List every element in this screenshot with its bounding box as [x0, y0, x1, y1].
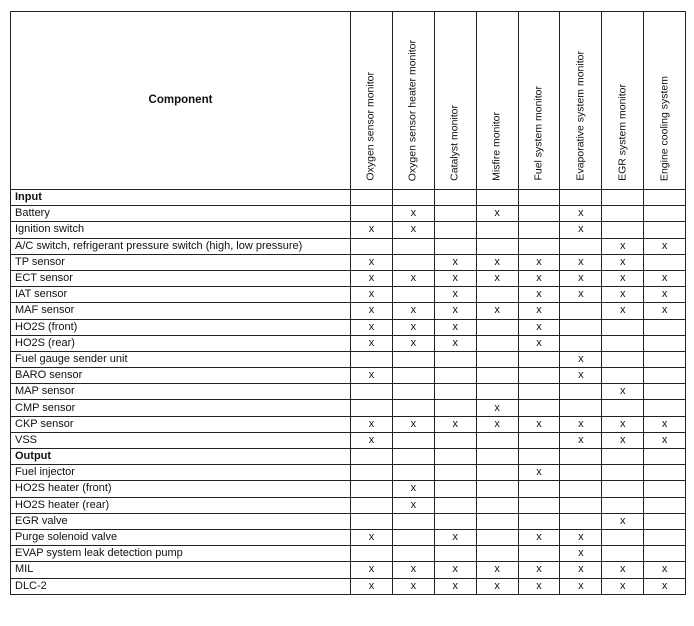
component-name: CKP sensor	[11, 416, 351, 432]
monitor-cell	[351, 384, 393, 400]
monitor-column-label: Catalyst monitor	[448, 105, 461, 181]
monitor-cell	[434, 513, 476, 529]
monitor-cell	[518, 432, 560, 448]
monitor-cell: x	[434, 303, 476, 319]
monitor-cell: x	[392, 222, 434, 238]
header-row	[11, 12, 686, 190]
monitor-cell: x	[476, 303, 518, 319]
monitor-cell	[602, 206, 644, 222]
monitor-cell: x	[602, 432, 644, 448]
monitor-cell: x	[602, 270, 644, 286]
monitor-cell	[560, 400, 602, 416]
monitor-cell	[476, 513, 518, 529]
monitor-column-header	[518, 12, 560, 190]
table-row	[11, 562, 686, 578]
section-row	[11, 190, 686, 206]
monitor-cell: x	[560, 287, 602, 303]
monitor-column-header	[602, 12, 644, 190]
monitor-cell: x	[518, 335, 560, 351]
component-name: HO2S heater (rear)	[11, 497, 351, 513]
monitor-cell: x	[560, 529, 602, 545]
monitor-cell: x	[602, 254, 644, 270]
monitor-cell	[392, 351, 434, 367]
table-row	[11, 481, 686, 497]
monitor-cell	[560, 513, 602, 529]
monitor-cell: x	[434, 287, 476, 303]
monitor-cell: x	[518, 416, 560, 432]
monitor-cell: x	[351, 335, 393, 351]
table-row	[11, 368, 686, 384]
monitor-cell	[351, 351, 393, 367]
monitor-cell: x	[351, 562, 393, 578]
section-row-cell	[560, 449, 602, 465]
monitor-cell	[434, 238, 476, 254]
monitor-cell	[392, 287, 434, 303]
monitor-cell	[434, 222, 476, 238]
section-row-cell	[434, 449, 476, 465]
monitor-cell: x	[392, 206, 434, 222]
monitor-cell	[351, 513, 393, 529]
monitor-column-header	[476, 12, 518, 190]
monitor-cell	[434, 497, 476, 513]
monitor-cell	[518, 513, 560, 529]
monitor-cell: x	[434, 529, 476, 545]
component-name: A/C switch, refrigerant pressure switch (high, low pressure)	[11, 238, 351, 254]
monitor-column-label: Oxygen sensor heater monitor	[406, 39, 419, 181]
table-row	[11, 578, 686, 594]
monitor-cell: x	[560, 368, 602, 384]
section-row-cell	[434, 190, 476, 206]
monitor-cell	[644, 319, 686, 335]
component-column-header: Component	[11, 12, 351, 190]
monitor-cell: x	[392, 481, 434, 497]
monitor-cell	[518, 368, 560, 384]
monitor-cell	[644, 254, 686, 270]
monitor-cell	[351, 238, 393, 254]
monitor-cell: x	[560, 222, 602, 238]
monitor-cell	[602, 481, 644, 497]
monitor-cell: x	[518, 465, 560, 481]
table-row	[11, 335, 686, 351]
component-name: EGR valve	[11, 513, 351, 529]
monitor-column-label: Engine cooling system	[658, 75, 671, 181]
component-monitor-table	[10, 11, 686, 595]
component-name: DLC-2	[11, 578, 351, 594]
table-row	[11, 238, 686, 254]
table-row	[11, 303, 686, 319]
monitor-cell	[644, 222, 686, 238]
monitor-cell	[434, 481, 476, 497]
monitor-cell: x	[560, 578, 602, 594]
table-row	[11, 497, 686, 513]
monitor-cell: x	[351, 319, 393, 335]
monitor-cell	[644, 513, 686, 529]
monitor-cell: x	[476, 416, 518, 432]
monitor-cell	[434, 384, 476, 400]
monitor-cell: x	[392, 335, 434, 351]
monitor-cell	[392, 400, 434, 416]
monitor-cell	[351, 400, 393, 416]
table-row	[11, 416, 686, 432]
section-row-cell	[644, 190, 686, 206]
monitor-cell	[434, 206, 476, 222]
monitor-cell	[644, 335, 686, 351]
monitor-column-label: Misfire monitor	[490, 112, 503, 181]
section-row-cell	[351, 449, 393, 465]
table-row	[11, 400, 686, 416]
table-row	[11, 529, 686, 545]
monitor-column-label: Oxygen sensor monitor	[364, 72, 377, 181]
monitor-cell	[434, 546, 476, 562]
component-name: Ignition switch	[11, 222, 351, 238]
monitor-cell	[560, 303, 602, 319]
monitor-cell: x	[560, 270, 602, 286]
monitor-cell: x	[434, 562, 476, 578]
monitor-cell	[560, 481, 602, 497]
monitor-cell: x	[518, 287, 560, 303]
monitor-cell	[518, 222, 560, 238]
monitor-cell: x	[476, 206, 518, 222]
monitor-cell: x	[434, 270, 476, 286]
section-row-cell	[392, 190, 434, 206]
monitor-cell: x	[602, 303, 644, 319]
component-name: HO2S (rear)	[11, 335, 351, 351]
monitor-cell: x	[602, 562, 644, 578]
monitor-cell	[518, 206, 560, 222]
monitor-cell	[351, 497, 393, 513]
monitor-cell: x	[351, 529, 393, 545]
table-row	[11, 546, 686, 562]
monitor-cell	[392, 254, 434, 270]
monitor-cell: x	[351, 222, 393, 238]
monitor-cell	[392, 513, 434, 529]
monitor-cell	[602, 351, 644, 367]
monitor-cell	[476, 238, 518, 254]
monitor-cell: x	[518, 254, 560, 270]
monitor-cell: x	[644, 578, 686, 594]
monitor-cell	[434, 432, 476, 448]
monitor-cell	[560, 465, 602, 481]
monitor-cell	[434, 400, 476, 416]
monitor-cell	[434, 368, 476, 384]
table-row	[11, 432, 686, 448]
monitor-cell	[476, 222, 518, 238]
component-name: HO2S heater (front)	[11, 481, 351, 497]
component-name: CMP sensor	[11, 400, 351, 416]
monitor-cell	[560, 335, 602, 351]
monitor-cell: x	[392, 270, 434, 286]
monitor-cell: x	[434, 319, 476, 335]
section-row-cell	[351, 190, 393, 206]
monitor-cell	[644, 481, 686, 497]
monitor-cell	[476, 546, 518, 562]
monitor-cell	[644, 206, 686, 222]
monitor-cell	[476, 351, 518, 367]
monitor-cell	[602, 546, 644, 562]
section-title: Input	[11, 190, 351, 206]
monitor-cell	[434, 351, 476, 367]
monitor-cell	[560, 497, 602, 513]
monitor-cell	[392, 238, 434, 254]
monitor-cell: x	[602, 238, 644, 254]
component-name: BARO sensor	[11, 368, 351, 384]
monitor-cell: x	[434, 335, 476, 351]
monitor-cell: x	[351, 254, 393, 270]
monitor-cell: x	[476, 578, 518, 594]
monitor-cell	[392, 529, 434, 545]
section-row-cell	[644, 449, 686, 465]
monitor-column-label: Evaporative system monitor	[574, 51, 587, 181]
monitor-cell	[518, 481, 560, 497]
monitor-cell	[518, 546, 560, 562]
monitor-cell: x	[518, 303, 560, 319]
monitor-cell: x	[351, 287, 393, 303]
monitor-cell: x	[434, 578, 476, 594]
monitor-cell	[392, 384, 434, 400]
table-row	[11, 206, 686, 222]
monitor-cell: x	[602, 384, 644, 400]
component-name: MAP sensor	[11, 384, 351, 400]
monitor-cell	[602, 465, 644, 481]
monitor-cell: x	[560, 351, 602, 367]
monitor-cell	[602, 368, 644, 384]
table-row	[11, 351, 686, 367]
monitor-cell	[392, 368, 434, 384]
monitor-cell: x	[434, 416, 476, 432]
monitor-cell	[392, 465, 434, 481]
monitor-cell	[351, 546, 393, 562]
monitor-cell: x	[644, 432, 686, 448]
table-row	[11, 222, 686, 238]
component-name: VSS	[11, 432, 351, 448]
component-name: MIL	[11, 562, 351, 578]
monitor-column-header	[560, 12, 602, 190]
monitor-cell: x	[351, 303, 393, 319]
table-row	[11, 384, 686, 400]
monitor-cell: x	[351, 270, 393, 286]
monitor-cell	[476, 497, 518, 513]
monitor-cell: x	[518, 578, 560, 594]
table-row	[11, 254, 686, 270]
monitor-cell	[602, 319, 644, 335]
section-row-cell	[392, 449, 434, 465]
table-row	[11, 513, 686, 529]
monitor-cell: x	[602, 578, 644, 594]
component-monitor-table-wrapper	[10, 11, 686, 595]
component-name: EVAP system leak detection pump	[11, 546, 351, 562]
section-row-cell	[602, 190, 644, 206]
monitor-cell	[476, 335, 518, 351]
monitor-cell: x	[351, 578, 393, 594]
monitor-cell	[560, 319, 602, 335]
monitor-column-header	[392, 12, 434, 190]
monitor-column-label: EGR system monitor	[616, 84, 629, 181]
component-name: ECT sensor	[11, 270, 351, 286]
monitor-cell: x	[392, 416, 434, 432]
monitor-column-header	[351, 12, 393, 190]
monitor-cell: x	[602, 513, 644, 529]
component-name: TP sensor	[11, 254, 351, 270]
monitor-cell	[518, 497, 560, 513]
monitor-cell: x	[602, 287, 644, 303]
monitor-cell	[351, 465, 393, 481]
monitor-cell	[602, 497, 644, 513]
component-name: IAT sensor	[11, 287, 351, 303]
monitor-cell: x	[476, 562, 518, 578]
monitor-cell: x	[560, 546, 602, 562]
monitor-cell	[560, 384, 602, 400]
section-row	[11, 449, 686, 465]
monitor-cell: x	[392, 578, 434, 594]
monitor-cell: x	[476, 400, 518, 416]
monitor-cell	[644, 384, 686, 400]
component-name: Battery	[11, 206, 351, 222]
monitor-cell: x	[560, 432, 602, 448]
monitor-cell: x	[518, 319, 560, 335]
monitor-cell: x	[560, 416, 602, 432]
monitor-cell: x	[392, 319, 434, 335]
monitor-cell: x	[644, 416, 686, 432]
monitor-cell	[476, 481, 518, 497]
monitor-cell: x	[644, 270, 686, 286]
monitor-cell	[351, 206, 393, 222]
monitor-cell: x	[392, 497, 434, 513]
monitor-cell: x	[351, 368, 393, 384]
monitor-cell: x	[351, 432, 393, 448]
monitor-cell	[476, 368, 518, 384]
monitor-cell	[476, 465, 518, 481]
monitor-cell	[476, 529, 518, 545]
monitor-cell	[392, 432, 434, 448]
monitor-cell: x	[560, 254, 602, 270]
monitor-cell: x	[644, 562, 686, 578]
monitor-cell: x	[518, 270, 560, 286]
monitor-cell: x	[476, 270, 518, 286]
component-name: Fuel injector	[11, 465, 351, 481]
monitor-cell: x	[560, 562, 602, 578]
monitor-cell: x	[518, 529, 560, 545]
table-row	[11, 465, 686, 481]
monitor-cell: x	[560, 206, 602, 222]
monitor-cell: x	[392, 562, 434, 578]
monitor-cell: x	[644, 303, 686, 319]
monitor-cell	[602, 400, 644, 416]
monitor-cell	[518, 238, 560, 254]
monitor-cell	[602, 222, 644, 238]
component-name: Fuel gauge sender unit	[11, 351, 351, 367]
monitor-cell: x	[351, 416, 393, 432]
monitor-cell	[602, 335, 644, 351]
component-name: Purge solenoid valve	[11, 529, 351, 545]
section-row-cell	[560, 190, 602, 206]
monitor-cell	[518, 384, 560, 400]
section-row-cell	[518, 190, 560, 206]
monitor-cell	[351, 481, 393, 497]
section-row-cell	[476, 449, 518, 465]
monitor-column-header	[434, 12, 476, 190]
monitor-cell: x	[644, 287, 686, 303]
section-row-cell	[518, 449, 560, 465]
monitor-cell	[644, 465, 686, 481]
monitor-cell: x	[476, 254, 518, 270]
monitor-cell	[644, 400, 686, 416]
monitor-cell	[518, 351, 560, 367]
monitor-column-label: Fuel system monitor	[532, 86, 545, 181]
monitor-cell: x	[518, 562, 560, 578]
monitor-cell: x	[434, 254, 476, 270]
table-row	[11, 287, 686, 303]
monitor-cell: x	[602, 416, 644, 432]
monitor-cell	[434, 465, 476, 481]
monitor-cell	[644, 351, 686, 367]
component-name: MAF sensor	[11, 303, 351, 319]
table-row	[11, 270, 686, 286]
section-title: Output	[11, 449, 351, 465]
monitor-cell	[644, 529, 686, 545]
monitor-cell	[644, 546, 686, 562]
monitor-column-header	[644, 12, 686, 190]
component-name: HO2S (front)	[11, 319, 351, 335]
monitor-cell	[476, 287, 518, 303]
monitor-cell	[392, 546, 434, 562]
section-row-cell	[602, 449, 644, 465]
monitor-cell	[476, 432, 518, 448]
table-row	[11, 319, 686, 335]
monitor-cell	[644, 497, 686, 513]
monitor-cell	[560, 238, 602, 254]
monitor-cell	[476, 384, 518, 400]
monitor-cell	[476, 319, 518, 335]
monitor-cell: x	[644, 238, 686, 254]
monitor-cell	[518, 400, 560, 416]
monitor-cell: x	[392, 303, 434, 319]
monitor-cell	[644, 368, 686, 384]
section-row-cell	[476, 190, 518, 206]
monitor-cell	[602, 529, 644, 545]
